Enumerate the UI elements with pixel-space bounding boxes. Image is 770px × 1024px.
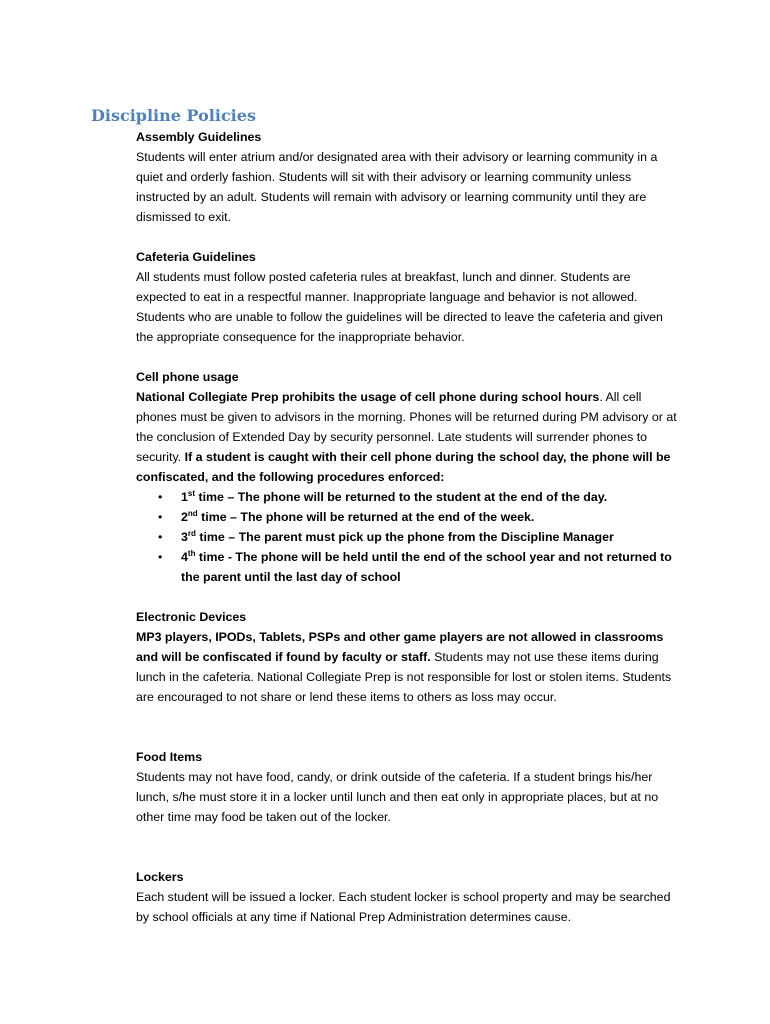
ordinal-number: 2 [181,510,188,524]
list-item [136,487,681,507]
section-body [136,387,681,487]
bullet-icon: • [158,490,163,504]
ordinal-number: 4 [181,550,188,564]
section-body: Students may not have food, candy, or drink outside of the cafeteria. If a student brings his/her lunch, s/he must store it in a locker until lunch and then eat only in appropriate places, but at no other time may food be taken out of the locker. [136,770,659,824]
list-item-text: time - The phone will be held until the end of the school year and not returned to the parent until the last day of school [181,550,672,584]
section-body: All students must follow posted cafeteria rules at breakfast, lunch and dinner. Students are expected to eat in a respectful manner. Inappropriate language and behavior is not allowed. Students who are unable to follow the guidelines will be directed to leave the cafeteria and given the appropriate consequence for the inappropriate behavior. [136,270,663,344]
section-heading: Lockers [136,870,184,884]
body-text: . All cell phones must be given to advisors in the morning. Phones will be returned during PM advisory or at the conclusion of Extended Day by security personnel. Late students will surrender phones to security. [136,390,677,464]
section-body [136,627,681,707]
procedure-list [136,487,681,587]
bullet-icon: • [158,530,163,544]
bold-intro: MP3 players, IPODs, Tablets, PSPs and other game players are not allowed in classrooms and will be confiscated if found by faculty or staff. [136,630,664,664]
bullet-icon: • [158,510,163,524]
section-body: Students will enter atrium and/or designated area with their advisory or learning community in a quiet and orderly fashion. Students will sit with their advisory or learning community unless instructed by an adult. Students will remain with advisory or learning community until they are dismissed to exit. [136,150,658,224]
list-item-text: time – The parent must pick up the phone from the Discipline Manager [195,530,614,544]
ordinal-suffix: nd [187,509,198,518]
ordinal-number: 1 [181,490,188,504]
page-title: Discipline Policies [91,106,256,125]
list-item [136,527,681,547]
list-item-text: time – The phone will be returned at the end of the week. [197,510,535,524]
section-food-items [136,747,681,827]
list-item-text: time – The phone will be returned to the student at the end of the day. [195,490,608,504]
list-item [136,547,681,587]
section-heading: Cafeteria Guidelines [136,250,256,264]
section-body: Each student will be issued a locker. Each student locker is school property and may be searched by school officials at any time if National Prep Administration determines cause. [136,890,671,924]
body-text: Students may not use these items during lunch in the cafeteria. National Collegiate Prep is not responsible for lost or stolen items. Students are encouraged to not share or lend these items to others as loss may occur. [136,650,672,704]
section-electronic-devices [136,607,681,707]
list-item [136,507,681,527]
section-cafeteria-guidelines [136,247,681,347]
ordinal-suffix: th [187,549,196,558]
section-heading: Assembly Guidelines [136,130,262,144]
bullet-icon: • [158,550,163,564]
bold-intro: National Collegiate Prep prohibits the usage of cell phone during school hours [136,390,600,404]
section-assembly-guidelines [136,127,681,227]
document-body [136,127,681,927]
section-heading: Cell phone usage [136,370,239,384]
ordinal-suffix: st [187,489,196,498]
section-cell-phone-usage [136,367,681,587]
ordinal-suffix: rd [187,529,196,538]
ordinal-number: 3 [181,530,188,544]
bold-outro: If a student is caught with their cell phone during the school day, the phone will be confiscated, and the following procedures enforced: [136,450,671,484]
section-lockers [136,867,681,927]
section-heading: Food Items [136,750,203,764]
section-heading: Electronic Devices [136,610,247,624]
